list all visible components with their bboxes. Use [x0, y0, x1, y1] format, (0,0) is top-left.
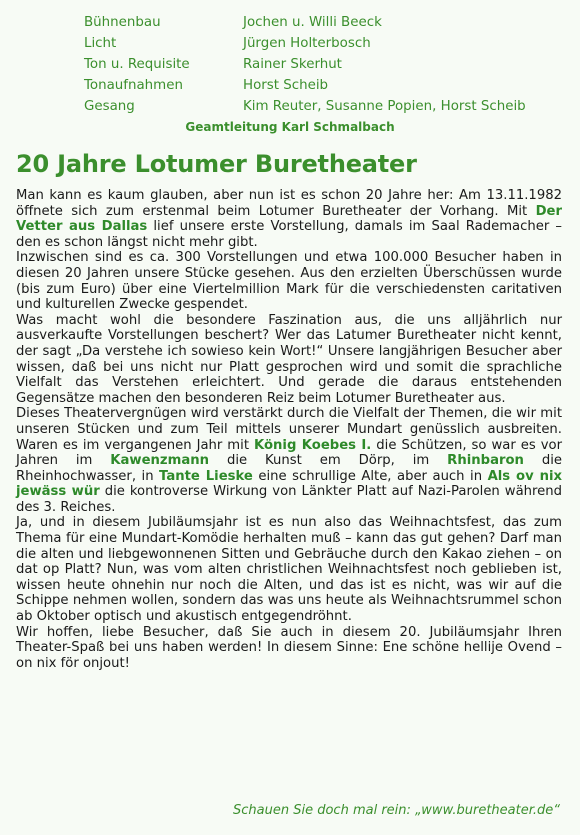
text-run: lief unsere erste Vorstellung, damals im Saal Rademacher – den es schon längst nicht mehr gibt.: [16, 219, 562, 250]
text-run: die Kunst em Dörp, im: [209, 453, 448, 469]
text-run: die Rheinhochwasser, in: [16, 453, 562, 484]
credit-row: [84, 96, 526, 117]
text-run: eine schrullige Alte, aber auch in: [252, 468, 488, 484]
play-title: König Koebes I.: [253, 437, 372, 453]
credit-role: Ton u. Requisite: [84, 57, 190, 72]
article-headline: 20 Jahre Lotumer Buretheater: [16, 150, 417, 178]
paragraph: Inzwischen sind es ca. 300 Vorstellungen und etwa 100.000 Besucher haben in diesen 20 Jahren unsere Stücke gesehen. Aus den erzielten Überschüssen wurde (bis zum Euro) über eine Viertelmillion Mark für die verschiedensten caritativen und kulturellen Zwecke gespendet.: [16, 250, 562, 313]
credit-names: Jochen u. Willi Beeck: [243, 15, 382, 30]
text-run: Dieses Theatervergnügen wird verstärkt durch die Vielfalt der Themen, die wir mit unseren Stücken und zum Teil mittels unserer Mundart genüsslich ausbreiten. Waren es im vergangenen Jahr mit: [16, 406, 562, 453]
play-title: Tante Lieske: [159, 468, 253, 484]
website-footer: Schauen Sie doch mal rein: „www.buretheater.de“: [233, 803, 560, 818]
play-title: Rhinbaron: [447, 453, 524, 469]
credit-role: Gesang: [84, 99, 135, 114]
text-run: die kontroverse Wirkung von Länkter Platt auf Nazi-Parolen während des 3. Reiches.: [16, 484, 562, 515]
credit-names: Horst Scheib: [243, 78, 329, 93]
play-title: Als ov nix jewäss wür: [16, 468, 563, 500]
credit-row: [84, 54, 526, 75]
credit-row: [84, 75, 526, 96]
text-run: die Schützen, so war es vor Jahren im: [16, 437, 563, 469]
credit-role: Bühnenbau: [84, 15, 161, 30]
credit-row: [84, 33, 526, 54]
paragraph: [16, 188, 562, 250]
play-title: Der Vetter aus Dallas: [16, 203, 562, 235]
credit-role: Tonaufnahmen: [84, 78, 183, 93]
credit-names: Jürgen Holterbosch: [243, 36, 371, 51]
text-run: Man kann es kaum glauben, aber nun ist es schon 20 Jahre her: Am 13.11.1982 öffnete sich zum erstenmal beim Lotumer Buretheater der Vorhang. Mit: [16, 188, 562, 219]
paragraph: Ja, und in diesem Jubiläumsjahr ist es nun also das Weihnachtsfest, das zum Thema für eine Mundart-Komödie herhalten muß – kann das gut gehen? Darf man die alten und liebgewonnenen Sitten und Gebräuche durch den Kakao ziehen – on dat op Platt? Nun, was vom alten christlichen Weihnachtsfest noch geblieben ist, wissen heute ohnehin nur noch die Alten, und das ist es nicht, was wir auf die Schippe nehmen wollen, sondern das was uns heute als Weihnachtsrummel schon ab Oktober optisch und akustisch entgegendröhnt.: [16, 515, 562, 625]
overall-direction: Geamtleitung Karl Schmalbach: [185, 120, 395, 134]
paragraph: Was macht wohl die besondere Faszination aus, die uns alljährlich nur ausverkaufte Vorstellungen beschert? Wer das Latumer Buretheater nicht kennt, der sagt „Da verstehe ich sowieso kein Wort!“ Unsere langjährigen Besucher aber wissen, daß bei uns nicht nur Platt gesprochen wird und somit die sprachliche Vielfalt das Verstehen erleichtert. Und gerade die daraus entstehenden Gegensätze machen den besonderen Reiz beim Lotumer Buretheater aus.: [16, 312, 562, 406]
paragraph: Wir hoffen, liebe Besucher, daß Sie auch in diesem 20. Jubiläumsjahr Ihren Theater-Spaß bei uns haben werden! In diesem Sinne: Ene schöne hellije Ovend – on nix för onjout!: [16, 624, 562, 671]
article-body: [16, 188, 562, 671]
credit-role: Licht: [84, 36, 117, 51]
credit-names: Rainer Skerhut: [243, 57, 342, 72]
credit-row: [84, 12, 526, 33]
credit-names: Kim Reuter, Susanne Popien, Horst Scheib: [243, 99, 526, 114]
credits-list: [84, 12, 526, 117]
paragraph: [16, 406, 562, 515]
play-title: Kawenzmann: [110, 453, 210, 469]
